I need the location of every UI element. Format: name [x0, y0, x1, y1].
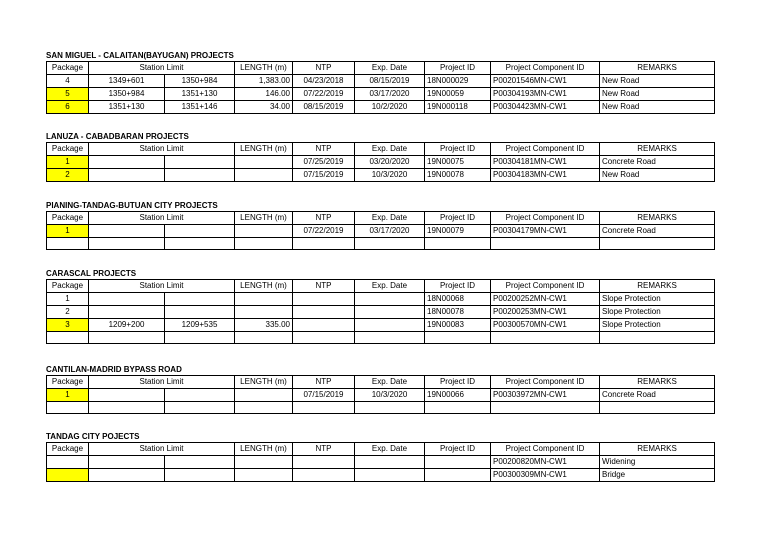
cell-project-id: 19N00059	[425, 88, 491, 101]
cell-component-id: P00200820MN-CW1	[491, 456, 600, 469]
section-title: CANTILAN-MADRID BYPASS ROAD	[46, 365, 182, 374]
cell-length	[235, 306, 293, 319]
cell-exp-date	[355, 306, 425, 319]
header-package: Package	[47, 212, 89, 225]
cell-ntp	[293, 332, 355, 344]
cell-remarks: Bridge	[600, 469, 715, 482]
cell-remarks	[600, 402, 715, 414]
cell-length: 34.00	[235, 101, 293, 114]
project-table	[46, 61, 715, 114]
cell-project-id: 19N00066	[425, 389, 491, 402]
cell-package: 3	[47, 319, 89, 332]
cell-station-from	[89, 469, 165, 482]
cell-station-from: 1209+200	[89, 319, 165, 332]
cell-station-from	[89, 169, 165, 182]
table-row	[47, 293, 715, 306]
cell-project-id: 19N00075	[425, 156, 491, 169]
cell-component-id: P00200253MN-CW1	[491, 306, 600, 319]
header-ntp: NTP	[293, 443, 355, 456]
cell-exp-date: 03/20/2020	[355, 156, 425, 169]
header-row	[47, 443, 715, 456]
header-exp-date: Exp. Date	[355, 212, 425, 225]
header-component-id: Project Component ID	[491, 212, 600, 225]
table-row	[47, 456, 715, 469]
cell-exp-date	[355, 469, 425, 482]
header-station-limit: Station Limit	[89, 143, 235, 156]
cell-package	[47, 456, 89, 469]
cell-exp-date	[355, 332, 425, 344]
header-component-id: Project Component ID	[491, 443, 600, 456]
cell-length: 146.00	[235, 88, 293, 101]
cell-component-id: P00303972MN-CW1	[491, 389, 600, 402]
cell-length	[235, 293, 293, 306]
cell-remarks: New Road	[600, 101, 715, 114]
cell-component-id: P00304423MN-CW1	[491, 101, 600, 114]
header-project-id: Project ID	[425, 376, 491, 389]
cell-exp-date: 03/17/2020	[355, 88, 425, 101]
cell-package: 1	[47, 389, 89, 402]
cell-station-from	[89, 293, 165, 306]
cell-project-id	[425, 238, 491, 250]
header-station-limit: Station Limit	[89, 62, 235, 75]
cell-project-id: 18N000029	[425, 75, 491, 88]
cell-project-id	[425, 402, 491, 414]
header-length: LENGTH (m)	[235, 376, 293, 389]
cell-ntp	[293, 293, 355, 306]
cell-remarks	[600, 238, 715, 250]
cell-ntp: 07/25/2019	[293, 156, 355, 169]
cell-station-to	[165, 389, 235, 402]
cell-package	[47, 332, 89, 344]
cell-station-from: 1351+130	[89, 101, 165, 114]
cell-package: 1	[47, 156, 89, 169]
cell-project-id	[425, 456, 491, 469]
cell-ntp	[293, 306, 355, 319]
cell-station-to: 1351+130	[165, 88, 235, 101]
cell-project-id: 19N000118	[425, 101, 491, 114]
project-section	[46, 200, 715, 250]
header-package: Package	[47, 280, 89, 293]
cell-station-to: 1351+146	[165, 101, 235, 114]
cell-remarks: New Road	[600, 169, 715, 182]
cell-remarks: New Road	[600, 88, 715, 101]
section-title: TANDAG CITY POJECTS	[46, 432, 140, 441]
project-table	[46, 279, 715, 344]
cell-remarks: Concrete Road	[600, 156, 715, 169]
cell-exp-date: 03/17/2020	[355, 225, 425, 238]
header-exp-date: Exp. Date	[355, 62, 425, 75]
cell-ntp: 07/22/2019	[293, 225, 355, 238]
project-section	[46, 431, 715, 482]
section-title: SAN MIGUEL - CALAITAN(BAYUGAN) PROJECTS	[46, 51, 234, 60]
cell-project-id: 18N00078	[425, 306, 491, 319]
table-row	[47, 402, 715, 414]
header-project-id: Project ID	[425, 280, 491, 293]
cell-package	[47, 238, 89, 250]
cell-component-id: P00304193MN-CW1	[491, 88, 600, 101]
header-length: LENGTH (m)	[235, 280, 293, 293]
cell-ntp	[293, 456, 355, 469]
section-title: LANUZA - CABADBARAN PROJECTS	[46, 132, 189, 141]
header-exp-date: Exp. Date	[355, 376, 425, 389]
cell-station-from	[89, 332, 165, 344]
cell-station-from	[89, 456, 165, 469]
table-row	[47, 225, 715, 238]
header-component-id: Project Component ID	[491, 143, 600, 156]
cell-ntp: 07/15/2019	[293, 169, 355, 182]
cell-package	[47, 402, 89, 414]
header-remarks: REMARKS	[600, 212, 715, 225]
table-row	[47, 332, 715, 344]
cell-station-to	[165, 402, 235, 414]
cell-length	[235, 402, 293, 414]
header-ntp: NTP	[293, 376, 355, 389]
cell-project-id: 19N00079	[425, 225, 491, 238]
section-title: CARASCAL PROJECTS	[46, 269, 137, 278]
cell-project-id: 19N00078	[425, 169, 491, 182]
header-ntp: NTP	[293, 280, 355, 293]
header-project-id: Project ID	[425, 443, 491, 456]
header-row	[47, 62, 715, 75]
project-section	[46, 268, 715, 344]
header-row	[47, 143, 715, 156]
cell-exp-date	[355, 293, 425, 306]
cell-station-to	[165, 238, 235, 250]
cell-station-to	[165, 469, 235, 482]
cell-component-id: P00304183MN-CW1	[491, 169, 600, 182]
header-length: LENGTH (m)	[235, 212, 293, 225]
cell-station-from	[89, 389, 165, 402]
cell-station-to: 1350+984	[165, 75, 235, 88]
cell-station-from	[89, 238, 165, 250]
header-package: Package	[47, 443, 89, 456]
project-section	[46, 131, 715, 182]
section-title: PIANING-TANDAG-BUTUAN CITY PROJECTS	[46, 201, 218, 210]
header-exp-date: Exp. Date	[355, 143, 425, 156]
table-row	[47, 75, 715, 88]
cell-component-id: P00304179MN-CW1	[491, 225, 600, 238]
cell-project-id: 18N00068	[425, 293, 491, 306]
header-station-limit: Station Limit	[89, 280, 235, 293]
project-table	[46, 142, 715, 182]
project-table	[46, 442, 715, 482]
cell-ntp	[293, 319, 355, 332]
cell-exp-date: 10/3/2020	[355, 169, 425, 182]
header-component-id: Project Component ID	[491, 280, 600, 293]
table-row	[47, 238, 715, 250]
cell-ntp: 07/15/2019	[293, 389, 355, 402]
header-project-id: Project ID	[425, 62, 491, 75]
header-length: LENGTH (m)	[235, 443, 293, 456]
cell-exp-date	[355, 456, 425, 469]
cell-station-to	[165, 169, 235, 182]
cell-length	[235, 456, 293, 469]
cell-package: 1	[47, 293, 89, 306]
cell-station-from	[89, 402, 165, 414]
header-remarks: REMARKS	[600, 280, 715, 293]
header-package: Package	[47, 376, 89, 389]
header-station-limit: Station Limit	[89, 212, 235, 225]
header-remarks: REMARKS	[600, 62, 715, 75]
cell-remarks: Concrete Road	[600, 389, 715, 402]
project-section	[46, 364, 715, 414]
cell-remarks	[600, 332, 715, 344]
cell-ntp	[293, 238, 355, 250]
cell-station-to	[165, 293, 235, 306]
header-remarks: REMARKS	[600, 143, 715, 156]
header-station-limit: Station Limit	[89, 376, 235, 389]
table-row	[47, 169, 715, 182]
cell-length: 335.00	[235, 319, 293, 332]
cell-station-to	[165, 332, 235, 344]
cell-exp-date	[355, 402, 425, 414]
cell-length	[235, 225, 293, 238]
cell-remarks: Slope Protection	[600, 306, 715, 319]
cell-station-from	[89, 156, 165, 169]
header-remarks: REMARKS	[600, 376, 715, 389]
cell-station-to: 1209+535	[165, 319, 235, 332]
cell-component-id: P00300309MN-CW1	[491, 469, 600, 482]
cell-station-to	[165, 456, 235, 469]
cell-ntp	[293, 469, 355, 482]
header-ntp: NTP	[293, 212, 355, 225]
cell-package: 1	[47, 225, 89, 238]
header-length: LENGTH (m)	[235, 62, 293, 75]
header-project-id: Project ID	[425, 143, 491, 156]
project-table	[46, 211, 715, 250]
cell-ntp: 08/15/2019	[293, 101, 355, 114]
cell-component-id	[491, 238, 600, 250]
header-exp-date: Exp. Date	[355, 443, 425, 456]
header-row	[47, 280, 715, 293]
cell-length	[235, 332, 293, 344]
table-row	[47, 389, 715, 402]
cell-component-id: P00300570MN-CW1	[491, 319, 600, 332]
header-row	[47, 376, 715, 389]
cell-component-id: P00304181MN-CW1	[491, 156, 600, 169]
cell-package	[47, 469, 89, 482]
cell-project-id: 19N00083	[425, 319, 491, 332]
cell-project-id	[425, 469, 491, 482]
table-row	[47, 156, 715, 169]
project-section	[46, 50, 715, 114]
table-row	[47, 88, 715, 101]
header-component-id: Project Component ID	[491, 62, 600, 75]
cell-exp-date: 08/15/2019	[355, 75, 425, 88]
cell-remarks: Slope Protection	[600, 293, 715, 306]
cell-station-from	[89, 225, 165, 238]
header-ntp: NTP	[293, 62, 355, 75]
cell-component-id	[491, 332, 600, 344]
cell-package: 6	[47, 101, 89, 114]
cell-component-id: P00200252MN-CW1	[491, 293, 600, 306]
cell-ntp: 04/23/2018	[293, 75, 355, 88]
cell-length	[235, 169, 293, 182]
table-row	[47, 469, 715, 482]
header-row	[47, 212, 715, 225]
header-length: LENGTH (m)	[235, 143, 293, 156]
header-exp-date: Exp. Date	[355, 280, 425, 293]
cell-package: 5	[47, 88, 89, 101]
header-station-limit: Station Limit	[89, 443, 235, 456]
cell-station-to	[165, 156, 235, 169]
cell-project-id	[425, 332, 491, 344]
cell-component-id	[491, 402, 600, 414]
cell-remarks: Widening	[600, 456, 715, 469]
cell-station-to	[165, 306, 235, 319]
cell-exp-date: 10/2/2020	[355, 101, 425, 114]
cell-length	[235, 389, 293, 402]
header-package: Package	[47, 143, 89, 156]
cell-exp-date	[355, 238, 425, 250]
cell-length	[235, 238, 293, 250]
cell-package: 4	[47, 75, 89, 88]
cell-remarks: Concrete Road	[600, 225, 715, 238]
cell-remarks: Slope Protection	[600, 319, 715, 332]
cell-package: 2	[47, 169, 89, 182]
cell-station-from: 1350+984	[89, 88, 165, 101]
cell-station-to	[165, 225, 235, 238]
cell-exp-date	[355, 319, 425, 332]
header-component-id: Project Component ID	[491, 376, 600, 389]
cell-station-from	[89, 306, 165, 319]
cell-station-from: 1349+601	[89, 75, 165, 88]
cell-remarks: New Road	[600, 75, 715, 88]
header-remarks: REMARKS	[600, 443, 715, 456]
cell-length	[235, 156, 293, 169]
header-ntp: NTP	[293, 143, 355, 156]
header-package: Package	[47, 62, 89, 75]
cell-package: 2	[47, 306, 89, 319]
table-row	[47, 319, 715, 332]
cell-ntp	[293, 402, 355, 414]
table-row	[47, 306, 715, 319]
cell-exp-date: 10/3/2020	[355, 389, 425, 402]
cell-length: 1,383.00	[235, 75, 293, 88]
header-project-id: Project ID	[425, 212, 491, 225]
table-row	[47, 101, 715, 114]
cell-ntp: 07/22/2019	[293, 88, 355, 101]
project-table	[46, 375, 715, 414]
cell-component-id: P00201546MN-CW1	[491, 75, 600, 88]
cell-length	[235, 469, 293, 482]
